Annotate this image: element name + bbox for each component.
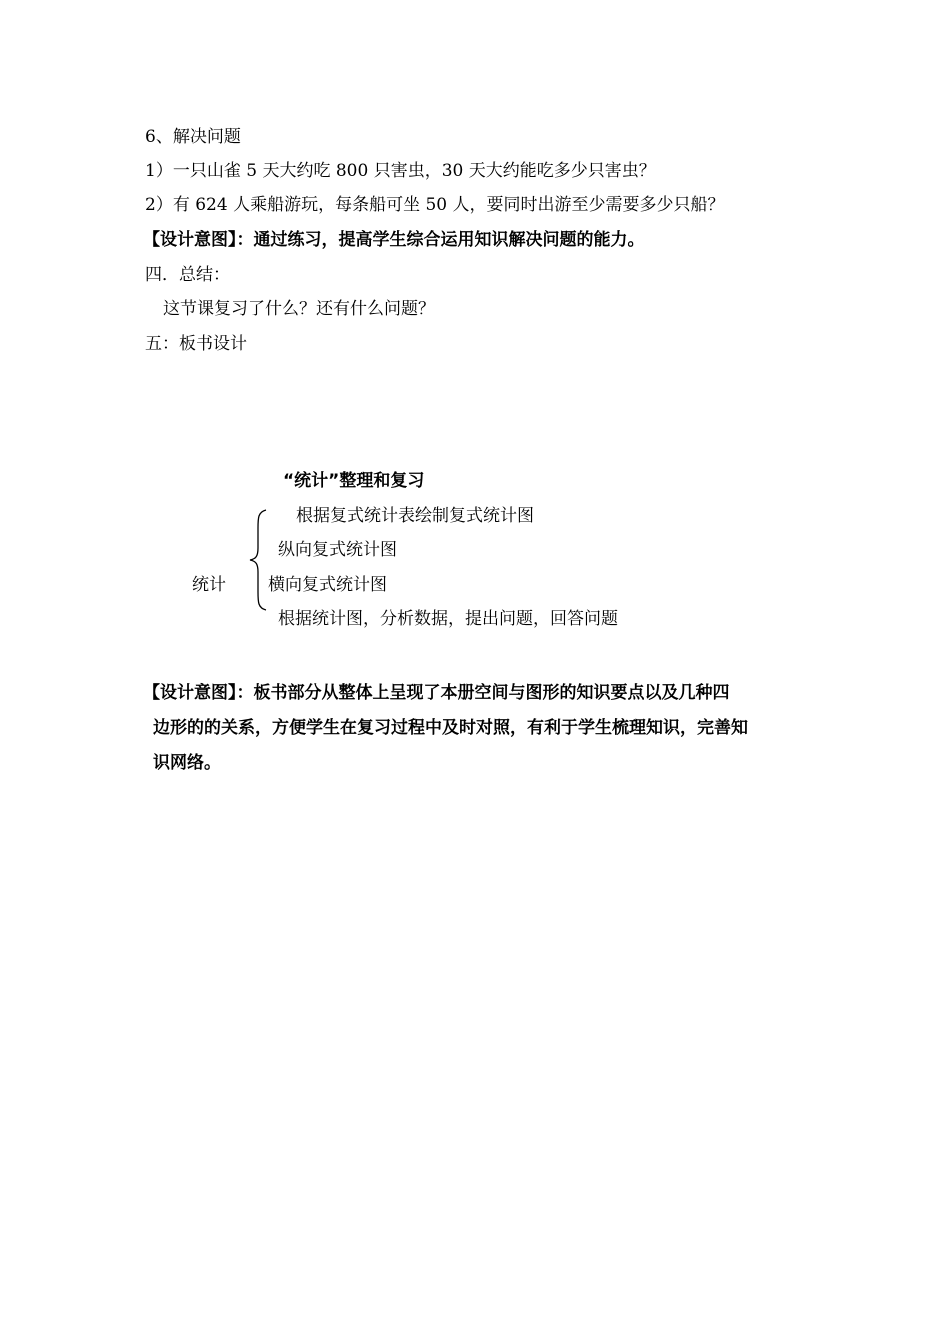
board-item: 纵向复式统计图 (278, 540, 397, 560)
intent-line: 边形的的关系，方便学生在复习过程中及时对照，有利于学生梳理知识，完善知 (153, 718, 748, 738)
board-item: 根据统计图，分析数据，提出问题，回答问题 (278, 609, 618, 629)
section6-heading: 6、解决问题 (145, 127, 241, 147)
section4-heading: 四．总结： (145, 265, 230, 285)
design-intent-practice: 【设计意图】：通过练习，提高学生综合运用知识解决问题的能力。 (143, 230, 645, 250)
intent-line: 识网络。 (153, 753, 221, 773)
curly-brace-icon (248, 508, 272, 612)
board-item: 根据复式统计表绘制复式统计图 (296, 506, 534, 526)
design-intent-board (143, 676, 748, 781)
board-item: 横向复式统计图 (268, 575, 387, 595)
summary-text: 这节课复习了什么？还有什么问题？ (163, 299, 435, 319)
question-2: 2）有 624 人乘船游玩，每条船可坐 50 人，要同时出游至少需要多少只船？ (145, 195, 725, 215)
board-root: 统计 (192, 575, 226, 595)
section5-heading: 五：板书设计 (145, 334, 247, 354)
question-1: 1）一只山雀 5 天大约吃 800 只害虫，30 天大约能吃多少只害虫？ (145, 161, 656, 181)
board-title: “统计”整理和复习 (283, 471, 425, 491)
intent-line: 【设计意图】：板书部分从整体上呈现了本册空间与图形的知识要点以及几种四 (143, 683, 730, 703)
